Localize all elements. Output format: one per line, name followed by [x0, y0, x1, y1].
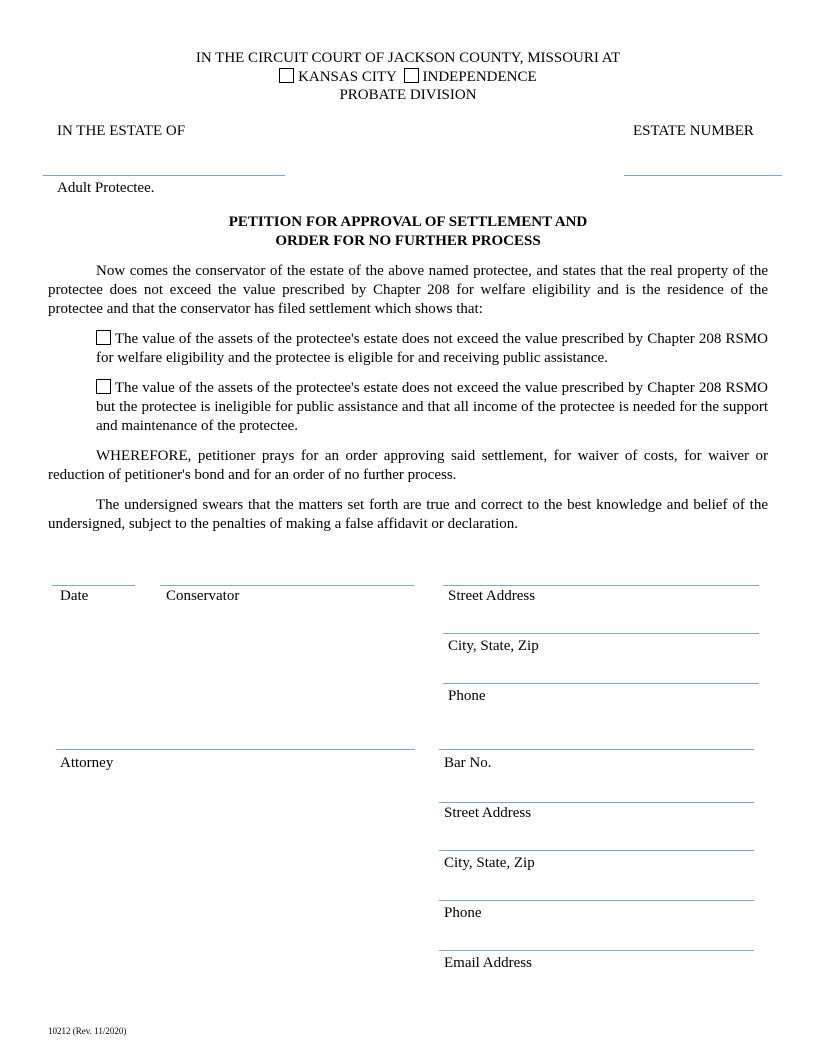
attorney-phone-label: Phone — [444, 905, 482, 921]
conservator-signature-field[interactable] — [160, 585, 414, 586]
conservator-phone-field[interactable] — [443, 683, 759, 684]
intro-paragraph: Now comes the conservator of the estate of the above named protectee, and states that the real property of the protectee does not exceed the value prescribed by Chapter 208 for welfare eligibility and is the residence of the protectee and that the conservator has filed settlement which shows that: — [48, 263, 768, 317]
division-label: PROBATE DIVISION — [339, 87, 477, 103]
date-field[interactable] — [52, 585, 135, 586]
party-label: Adult Protectee. — [57, 180, 155, 196]
independence-checkbox[interactable] — [404, 68, 419, 83]
option2-item — [96, 379, 768, 436]
attorney-label: Attorney — [60, 755, 114, 771]
conservator-label: Conservator — [166, 588, 240, 604]
attorney-street-address-label: Street Address — [444, 805, 532, 821]
estate-of-label: IN THE ESTATE OF — [57, 123, 186, 139]
option2-checkbox[interactable] — [96, 379, 111, 394]
conservator-city-state-zip-label: City, State, Zip — [448, 638, 539, 654]
kansas-city-label: KANSAS CITY — [298, 69, 397, 85]
estate-number-label: ESTATE NUMBER — [633, 123, 754, 139]
option2-text: The value of the assets of the protectee's estate does not exceed the value prescribed by Chapter 208 RSMO but the protectee is ineligible for public assistance and that all income of the protectee is needed for the support and maintenance of the protectee. — [96, 380, 768, 434]
conservator-street-address-field[interactable] — [443, 585, 759, 586]
option1-text: The value of the assets of the protectee's estate does not exceed the value prescribed by Chapter 208 RSMO for welfare eligibility and the protectee is eligible for and receiving public assistance. — [96, 331, 768, 366]
option1-checkbox[interactable] — [96, 330, 111, 345]
independence-label: INDEPENDENCE — [422, 69, 537, 85]
kansas-city-checkbox[interactable] — [279, 68, 294, 83]
attorney-email-label: Email Address — [444, 955, 532, 971]
conservator-phone-label: Phone — [448, 688, 486, 704]
attorney-street-address-field[interactable] — [439, 802, 754, 803]
date-label: Date — [60, 588, 89, 604]
estate-name-field[interactable] — [43, 175, 285, 176]
conservator-street-address-label: Street Address — [448, 588, 536, 604]
court-heading: IN THE CIRCUIT COURT OF JACKSON COUNTY, MISSOURI AT — [195, 50, 621, 66]
oath-paragraph: The undersigned swears that the matters set forth are true and correct to the best knowledge and belief of the undersigned, subject to the penalties of making a false affidavit or declaration. — [48, 497, 768, 532]
document-title-line1: PETITION FOR APPROVAL OF SETTLEMENT AND — [228, 214, 588, 230]
attorney-phone-field[interactable] — [439, 900, 754, 901]
bar-number-field[interactable] — [439, 749, 754, 750]
attorney-city-state-zip-label: City, State, Zip — [444, 855, 535, 871]
document-title-line2: ORDER FOR NO FURTHER PROCESS — [275, 233, 541, 249]
form-number: 10212 (Rev. 11/2020) — [48, 1026, 127, 1036]
attorney-city-state-zip-field[interactable] — [439, 850, 754, 851]
bar-number-label: Bar No. — [444, 755, 492, 771]
estate-number-field[interactable] — [624, 175, 782, 176]
conservator-city-state-zip-field[interactable] — [443, 633, 759, 634]
location-options — [0, 68, 816, 86]
wherefore-paragraph: WHEREFORE, petitioner prays for an order approving said settlement, for waiver of costs, for waiver or reduction of petitioner's bond and for an order of no further process. — [48, 448, 768, 483]
attorney-signature-field[interactable] — [56, 749, 415, 750]
attorney-email-field[interactable] — [439, 950, 754, 951]
option1-item — [96, 330, 768, 368]
